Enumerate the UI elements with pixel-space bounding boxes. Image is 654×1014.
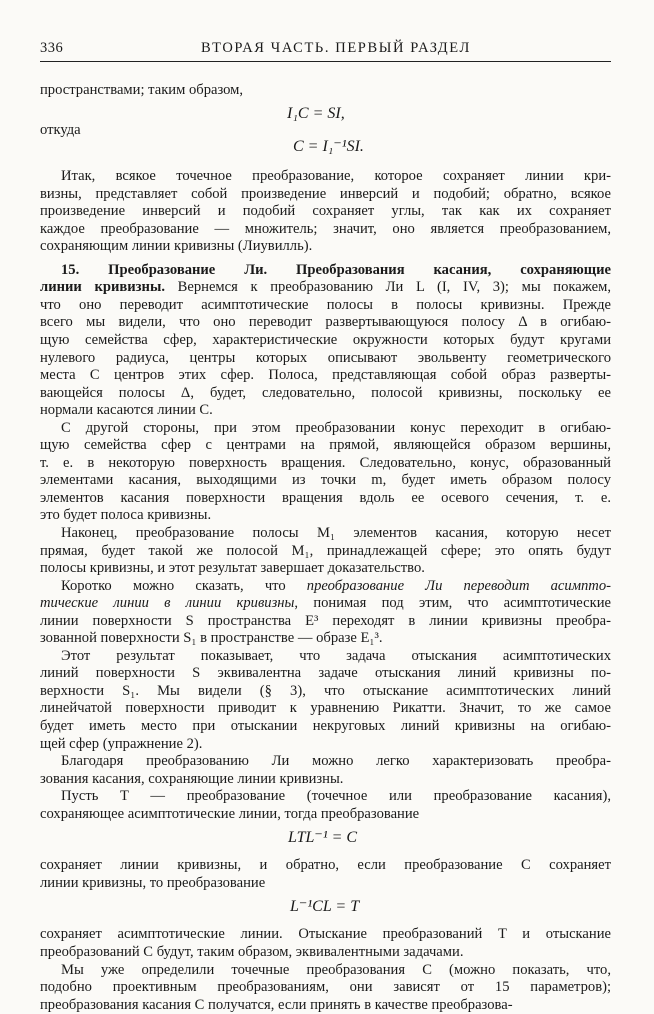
- text-line: Наконец, преобразование полосы M₁ элементов касания, которую несет: [61, 525, 611, 541]
- text-line: Пусть T — преобразование (точечное или преобразование касания),: [61, 788, 611, 804]
- text-line: т. е. в некоторую поверхность вращения. Следовательно, конус, образованный: [40, 455, 611, 471]
- text-line: щую семейства сфер, характеристические окружности которых будут кругами: [40, 332, 611, 348]
- text-line: элементов касания поверхности вращения вдоль ее осевого сечения, т. е.: [40, 490, 611, 506]
- text-line: линии кривизны, то преобразование: [40, 875, 266, 891]
- text-line: линейчатой поверхности приводит к уравнению Рикатти. Значит, то же самое: [40, 700, 611, 716]
- text-line: верхности S₁. Мы видели (§ 3), что отыскание асимптотических линий: [40, 683, 611, 699]
- text-line: нулевого радиуса, центры которых описывают эвольвенту геометрического: [40, 350, 611, 366]
- text-line: Этот результат показывает, что задача отыскания асимптотических: [61, 648, 611, 664]
- formula-1: I₁C = SI,: [287, 105, 345, 122]
- text-line: пространствами; таким образом,: [40, 82, 244, 98]
- formula-3: LTL⁻¹ = C: [288, 829, 358, 846]
- text-line: Итак, всякое точечное преобразование, которое сохраняет линии кри-: [61, 168, 611, 184]
- text-line: сохраняет асимптотические линии. Отыскание преобразований T и отыскание: [40, 926, 611, 942]
- formula-2: C = I₁⁻¹SI.: [293, 138, 364, 155]
- running-title: ВТОРАЯ ЧАСТЬ. ПЕРВЫЙ РАЗДЕЛ: [201, 40, 471, 56]
- text-line: линии поверхности S пространства E³ переходят в линии кривизны преобра-: [40, 613, 611, 629]
- header-rule: [40, 61, 611, 62]
- text-line: что оно переводит асимптотические полосы в полосы кривизны. Прежде: [40, 297, 611, 313]
- text-line: сохраняющим линии кривизны (Лиувилль).: [40, 238, 313, 254]
- text-line: зованной поверхности S₁ в пространстве — образе E₁³.: [40, 630, 383, 646]
- text-fragment: Вернемся к преобразованию Ли L (I, IV, 3); мы покажем,: [165, 279, 611, 295]
- text-fragment: Коротко можно сказать, что: [61, 578, 307, 594]
- section-heading: [61, 261, 611, 279]
- text-line: визны, представляет собой произведение инверсий и подобий; обратно, всякое: [40, 186, 611, 202]
- text-line: Благодаря преобразованию Ли можно легко характеризовать преобра-: [61, 753, 611, 769]
- text-line: будет иметь место при отыскании некруговых линий кривизны на огибаю-: [40, 718, 611, 734]
- text-line: преобразования касания C получатся, если принять в качестве преобразова-: [40, 997, 513, 1013]
- text-line: места C центров этих сфер. Полоса, представляющая собой образ разверты-: [40, 367, 611, 383]
- text-line: Мы уже определили точечные преобразования C (можно показать, что,: [61, 962, 611, 978]
- text-line: каждое преобразование — множитель; значит, оно является преобразованием,: [40, 221, 611, 237]
- text-line: всего мы видели, что оно переводит развертывающуюся полосу Δ в огибаю-: [40, 314, 611, 330]
- text-line: зования касания, сохраняющие линии кривизны.: [40, 771, 344, 787]
- text-line: полосы кривизны, и этот результат завершает доказательство.: [40, 560, 425, 576]
- emphasized-text: преобразование Ли переводит асимпто-: [306, 578, 612, 594]
- text-line: вающейся полосы Δ, будет, следовательно, полосой кривизны, поскольку ее: [40, 385, 611, 401]
- text-line: сохраняет линии кривизны, и обратно, если преобразование C сохраняет: [40, 857, 611, 873]
- text-fragment: , понимая под этим, что асимптотические: [294, 595, 611, 611]
- text-line: щей сфер (упражнение 2).: [40, 736, 203, 752]
- text-line: нормали касаются линии C.: [40, 402, 213, 418]
- formula-4: L⁻¹CL = T: [290, 898, 360, 915]
- text-line: [40, 594, 611, 612]
- text-line: элементами касания, выходящими из точки m, будет иметь образом полосу: [40, 472, 611, 488]
- emphasized-text: тические линии в линии кривизны: [40, 595, 295, 611]
- text-line: линий поверхности S эквивалентна задаче отыскания линий кривизны по-: [40, 665, 611, 681]
- text-line: подобно проективным преобразованиям, они зависят от 15 параметров);: [40, 979, 611, 995]
- text-line: сохраняющее асимптотические линии, тогда преобразование: [40, 806, 420, 822]
- text-line: [40, 278, 611, 296]
- section-heading-text: линии кривизны.: [40, 279, 165, 295]
- text-line: [61, 577, 611, 595]
- text-line: С другой стороны, при этом преобразовании конус переходит в огибаю-: [61, 420, 611, 436]
- text-line: прямая, будет такой же полосой M₁, принадлежащей сфере; это опять будут: [40, 543, 611, 559]
- text-line: произведение инверсий и подобий сохраняет углы, так как их сохраняет: [40, 203, 611, 219]
- section-heading-text: 15. Преобразование Ли. Преобразования касания, сохраняющие: [61, 262, 611, 278]
- text-word-otkuda: откуда: [40, 122, 81, 138]
- text-line: щую семейства сфер с центрами на прямой, являющейся образом вершины,: [40, 437, 611, 453]
- text-line: преобразований C будут, таким образом, эквивалентными задачами.: [40, 944, 464, 960]
- text-line: это будет полоса кривизны.: [40, 507, 212, 523]
- page-number: 336: [40, 40, 64, 56]
